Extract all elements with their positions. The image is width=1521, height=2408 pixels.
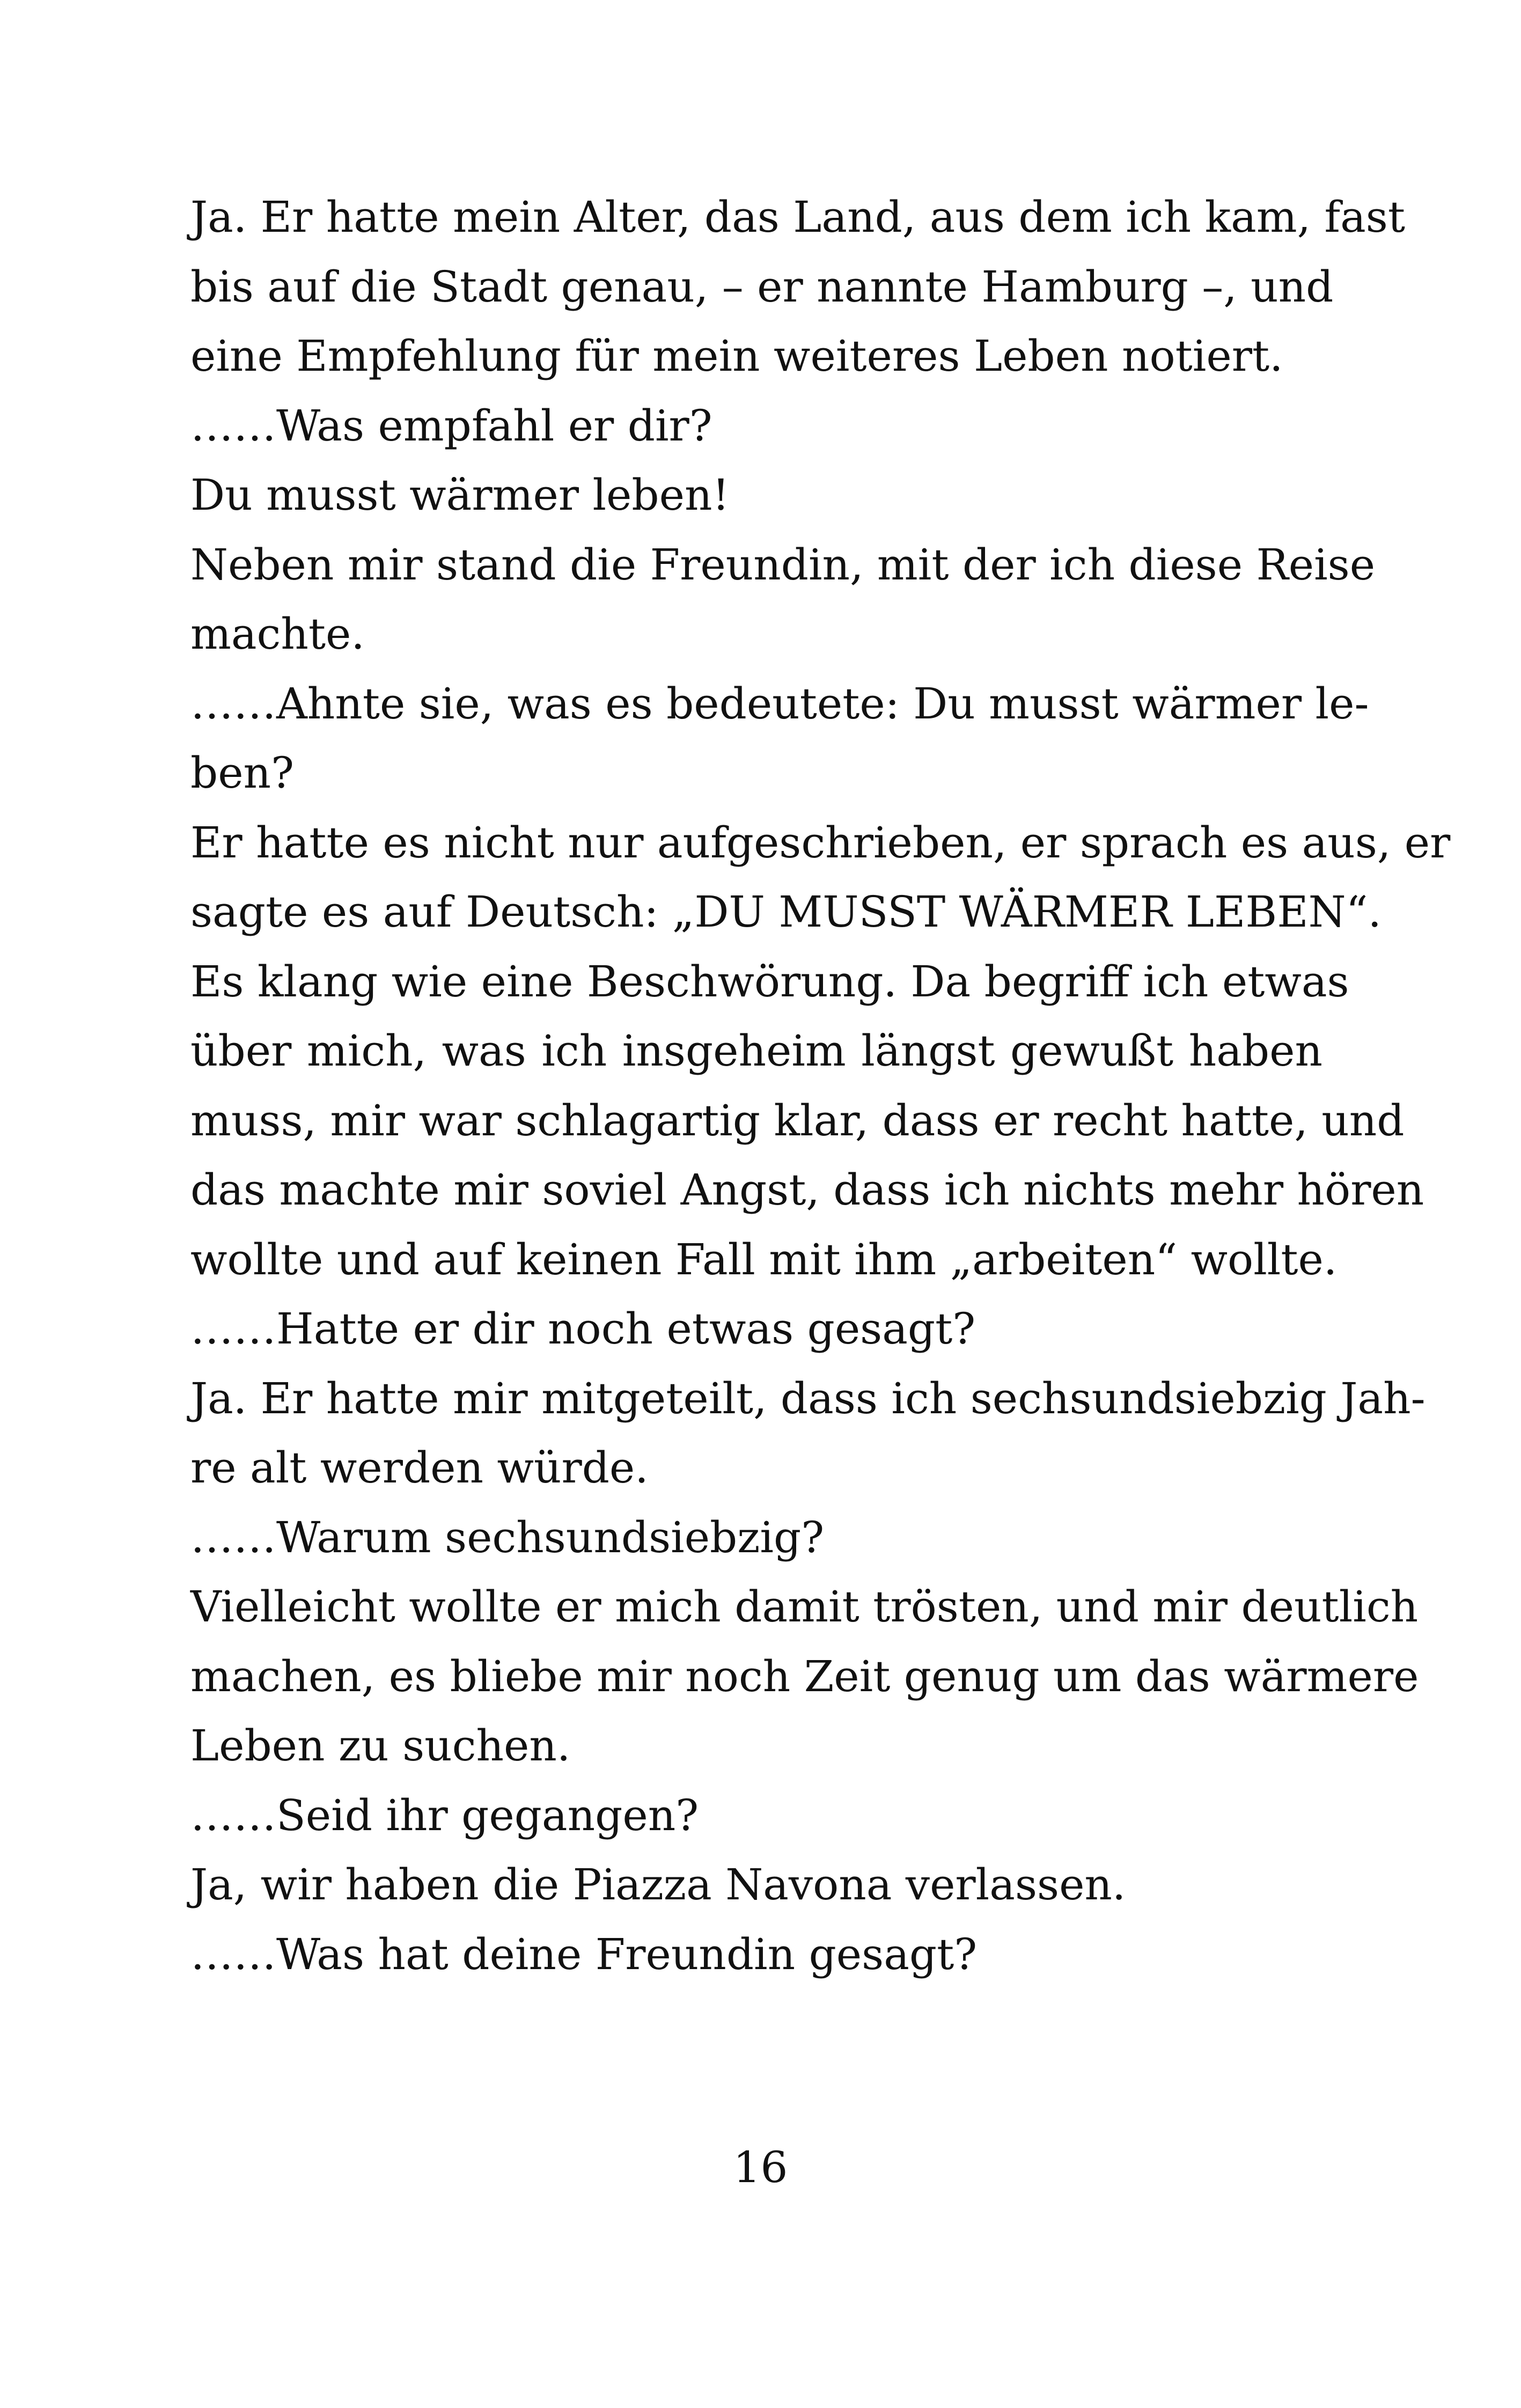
text-line: re alt werden würde. — [190, 1443, 649, 1493]
page-number: 16 — [733, 2142, 788, 2192]
text-line: Er hatte es nicht nur aufgeschrieben, er sprach es aus, er — [190, 817, 1451, 868]
text-line: bis auf die Stadt genau, – er nannte Hamburg –, und — [190, 261, 1334, 312]
text-line: ……Ahnte sie, was es bedeutete: Du musst wärmer le- — [190, 678, 1369, 729]
text-line: machen, es bliebe mir noch Zeit genug um das wärmere — [190, 1651, 1419, 1701]
body-text — [190, 182, 1451, 1989]
text-line: machte. — [190, 609, 365, 659]
text-line: Du musst wärmer leben! — [190, 470, 730, 520]
text-line: ben? — [190, 748, 294, 798]
text-line: Es klang wie eine Beschwörung. Da begriff ich etwas — [190, 956, 1349, 1007]
text-line: ……Seid ihr gegangen? — [190, 1790, 699, 1840]
text-line: das machte mir soviel Angst, dass ich nichts mehr hören — [190, 1165, 1424, 1215]
text-line: eine Empfehlung für mein weiteres Leben notiert. — [190, 331, 1283, 381]
text-line: ……Was empfahl er dir? — [190, 400, 712, 451]
text-line: über mich, was ich insgeheim längst gewußt haben — [190, 1026, 1322, 1076]
text-line: Leben zu suchen. — [190, 1721, 571, 1771]
text-line: ……Was hat deine Freundin gesagt? — [190, 1929, 978, 1979]
text-line: Ja, wir haben die Piazza Navona verlassen. — [190, 1860, 1126, 1910]
text-line: Neben mir stand die Freundin, mit der ich diese Reise — [190, 539, 1376, 590]
text-line: Vielleicht wollte er mich damit trösten, und mir deutlich — [190, 1582, 1419, 1632]
text-line: muss, mir war schlagartig klar, dass er recht hatte, und — [190, 1095, 1405, 1146]
text-line: wollte und auf keinen Fall mit ihm „arbeiten“ wollte. — [190, 1234, 1338, 1284]
text-line: Ja. Er hatte mir mitgeteilt, dass ich sechsundsiebzig Jah- — [190, 1373, 1426, 1423]
text-line: ……Hatte er dir noch etwas gesagt? — [190, 1304, 976, 1354]
text-line: ……Warum sechsundsiebzig? — [190, 1512, 825, 1562]
text-line: sagte es auf Deutsch: „DU MUSST WÄRMER LEBEN“. — [190, 887, 1382, 937]
text-line: Ja. Er hatte mein Alter, das Land, aus dem ich kam, fast — [190, 192, 1405, 242]
